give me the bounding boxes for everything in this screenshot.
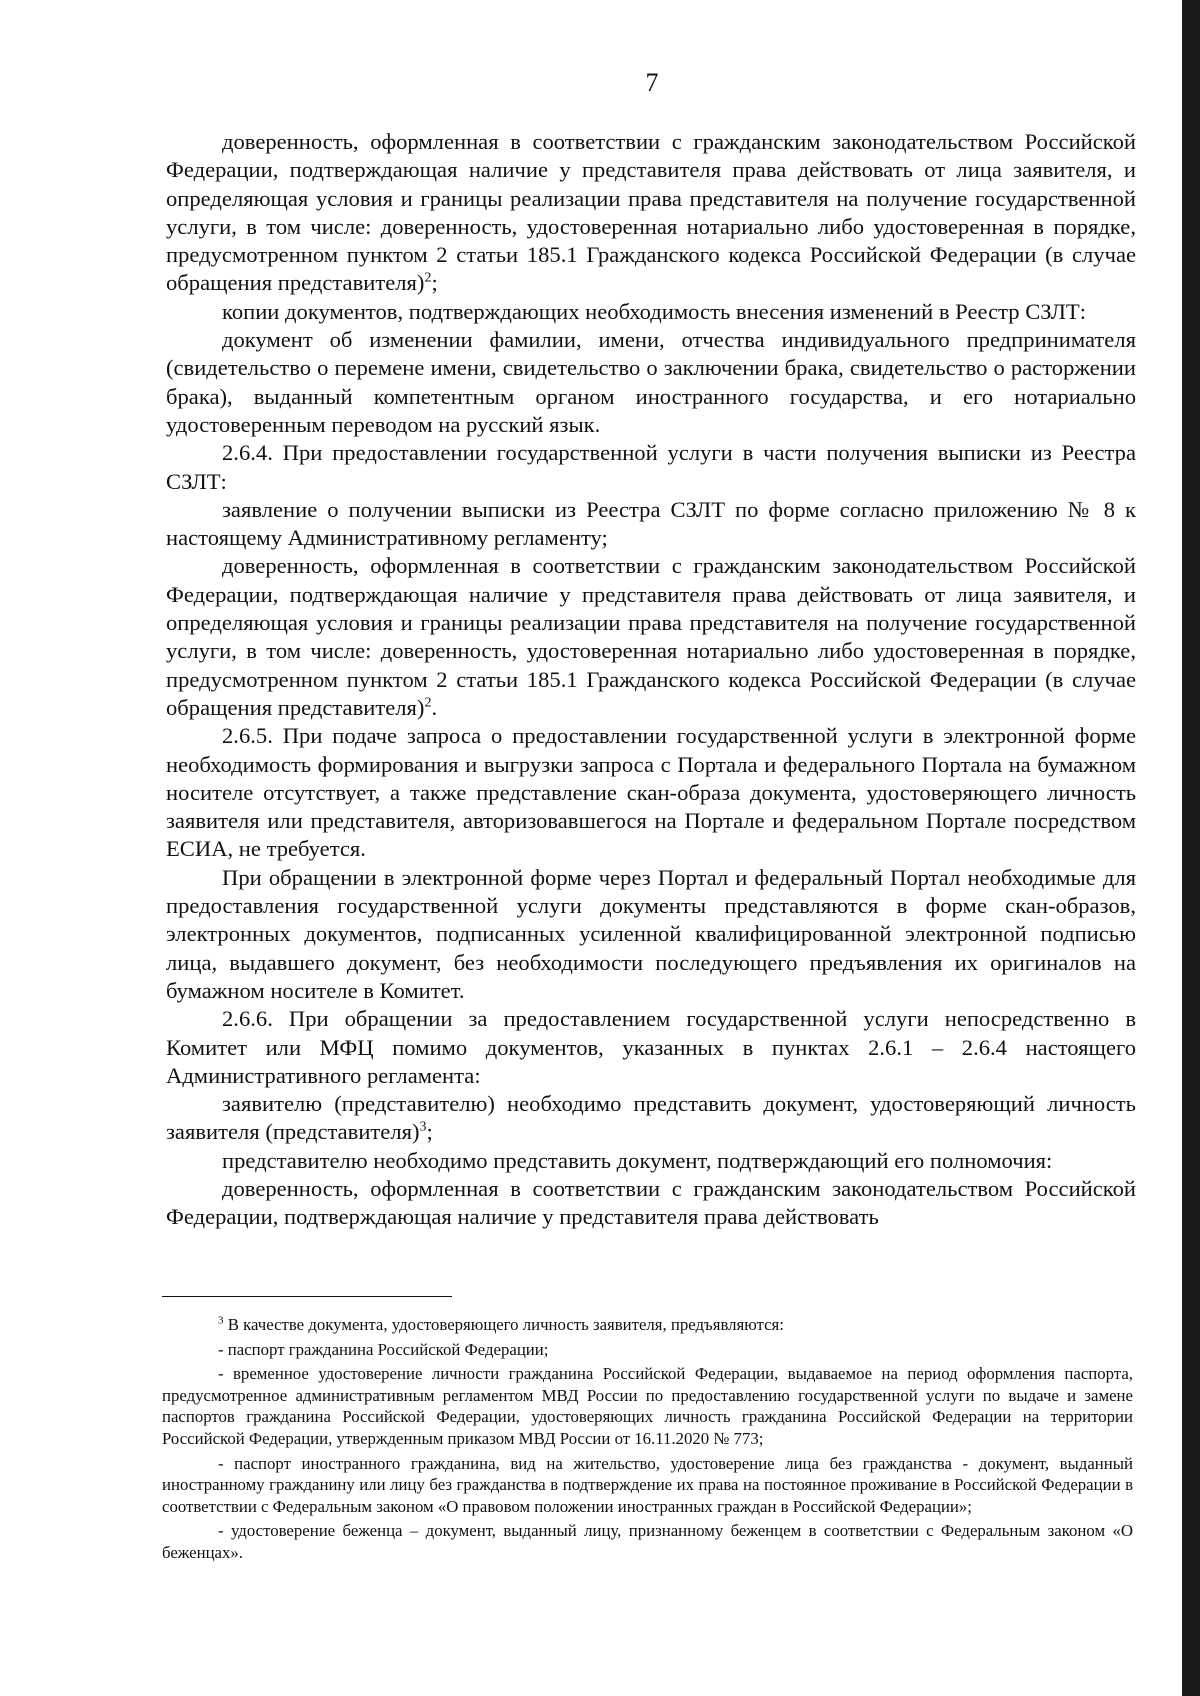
page-number: 7 — [645, 68, 659, 97]
paragraph: доверенность, оформленная в соответствии с гражданским законодательством Российской Федерации, подтверждающая наличие у представителя права действовать — [166, 1175, 1136, 1230]
footnote-ref: 2 — [424, 270, 432, 286]
body-text — [166, 128, 1136, 1232]
paragraph: представителю необходимо представить документ, подтверждающий его полномочия: — [222, 1147, 1053, 1173]
paragraph: документ об изменении фамилии, имени, отчества индивидуального предпринимателя (свидетельство о перемене имени, свидетельство о заключении брака, свидетельство о расторжении брака), выданный компетентным органом иностранного государства, и его нотариально удостоверенным переводом на русский язык. — [166, 327, 1136, 437]
footnote-item: - паспорт гражданина Российской Федерации; — [218, 1339, 549, 1359]
footnote-separator — [162, 1296, 452, 1297]
footnote-item: - паспорт иностранного гражданина, вид на жительство, удостоверение лица без гражданства - документ, выданный иностранному гражданину или лицу без гражданства в подтверждение их права на постоянное проживание в Российской Федерации в соответствии с Федеральным законом «О правовом положении иностранных граждан в Российской Федерации»; — [162, 1453, 1133, 1516]
footnote-ref: 3 — [419, 1119, 427, 1135]
footnote-ref: 2 — [424, 695, 432, 711]
paragraph: 2.6.4. При предоставлении государственной услуги в части получения выписки из Реестра СЗЛТ: — [166, 440, 1136, 494]
footnote-item: $^3$ В качестве документа, удостоверяющего личность заявителя, предъявляются: — [218, 1314, 784, 1334]
paragraph: 2.6.6. При обращении за предоставлением государственной услуги непосредственно в Комитет или МФЦ помимо документов, указанных в пунктах 2.6.1 – 2.6.4 настоящего Административного регламента: — [166, 1006, 1136, 1088]
footnote-item: - удостоверение беженца – документ, выданный лицу, признанному беженцем в соответствии с Федеральным законом «О беженцах». — [162, 1521, 1133, 1562]
footnotes — [162, 1314, 1133, 1567]
paragraph: доверенность, оформленная в соответствии с гражданским законодательством Российской Федерации, подтверждающая наличие у представителя права действовать от лица заявителя, и определяющая условия и границы реализации права представителя на получение государственной услуги, в том числе: доверенность, удостоверенная нотариально либо удостоверенная в порядке, предусмотренном пунктом 2 статьи 185.1 Гражданского кодекса Российской Федерации (в случае обращения представителя)$^2$. — [166, 553, 1136, 720]
paragraph: заявителю (представителю) необходимо представить документ, удостоверяющий личность заявителя (представителя)$^3$; — [166, 1091, 1136, 1145]
paragraph: 2.6.5. При подаче запроса о предоставлении государственной услуги в электронной форме необходимость формирования и выгрузки запроса с Портала и федерального Портала на бумажном носителе отсутствует, а также представление скан-образа документа, удостоверяющего личность заявителя или представителя, авторизовавшегося на Портале и федеральном Портале посредством ЕСИА, не требуется. — [166, 723, 1136, 862]
footnote-number: 3 — [218, 1314, 224, 1327]
paragraph: заявление о получении выписки из Реестра СЗЛТ по форме согласно приложению № 8 к настоящему Административному регламенту; — [166, 496, 1136, 551]
paragraph: При обращении в электронной форме через Портал и федеральный Портал необходимые для предоставления государственной услуги документы представляются в форме скан-образов, электронных документов, подписанных усиленной квалифицированной электронной подписью лица, выдавшего документ, без необходимости последующего предъявления их оригиналов на бумажном носителе в Комитет. — [166, 864, 1136, 1003]
paragraph: доверенность, оформленная в соответствии с гражданским законодательством Российской Федерации, подтверждающая наличие у представителя права действовать от лица заявителя, и определяющая условия и границы реализации права представителя на получение государственной услуги, в том числе: доверенность, удостоверенная нотариально либо удостоверенная в порядке, предусмотренном пунктом 2 статьи 185.1 Гражданского кодекса Российской Федерации (в случае обращения представителя)$^2$; — [166, 129, 1136, 296]
scan-edge-shadow — [1182, 0, 1200, 1696]
paragraph: копии документов, подтверждающих необходимость внесения изменений в Реестр СЗЛТ: — [222, 298, 1086, 324]
footnote-item: - временное удостоверение личности гражданина Российской Федерации, выдаваемое на период оформления паспорта, предусмотренное административным регламентом МВД России по предоставлению государственной услуги по выдаче и замене паспортов гражданина Российской Федерации, удостоверяющих личность гражданина Российской Федерации на территории Российской Федерации, утвержденным приказом МВД России от 16.11.2020 № 773; — [162, 1364, 1133, 1448]
